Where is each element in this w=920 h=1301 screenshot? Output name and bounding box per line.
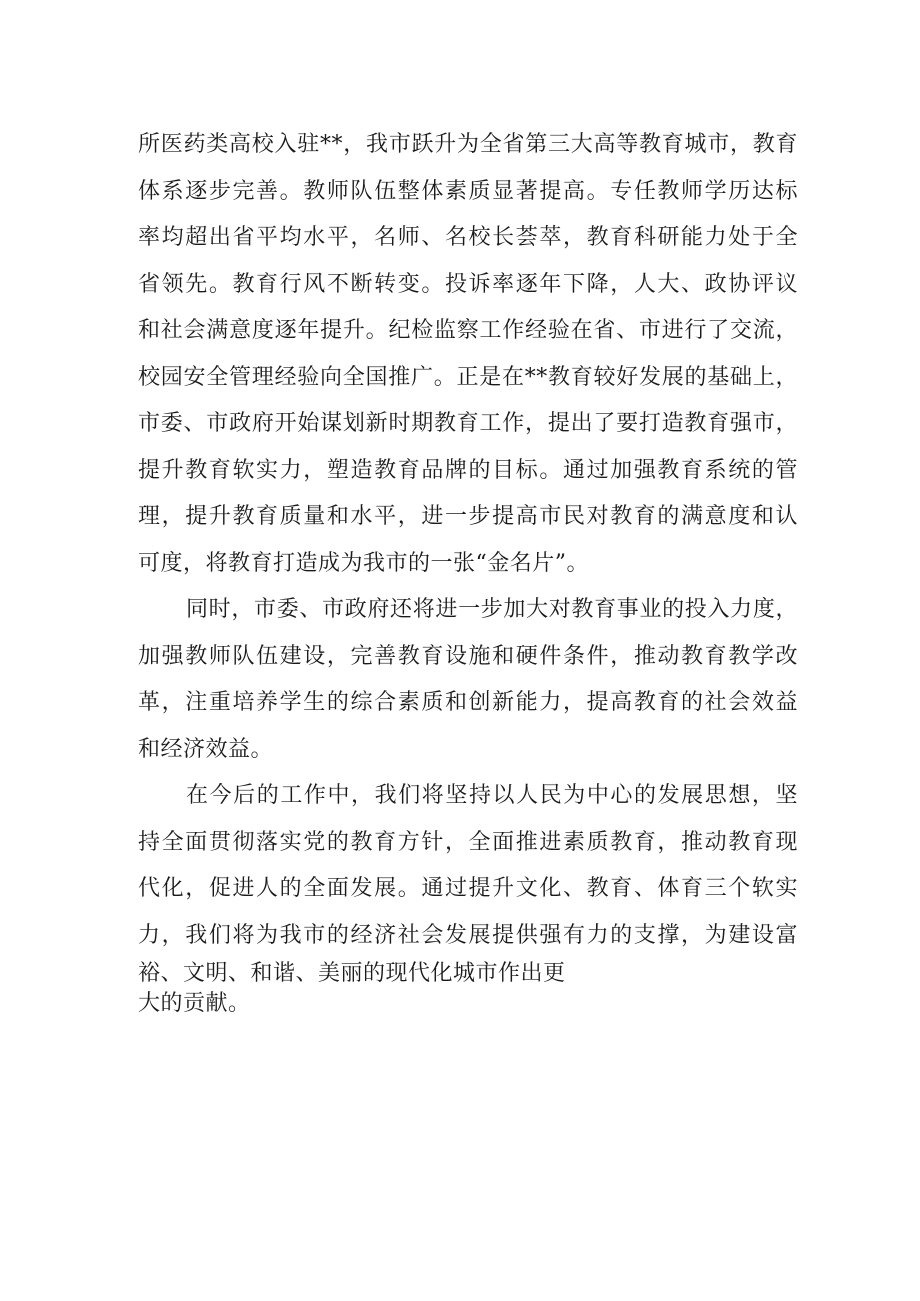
paragraph-line: 大的贡献。 — [138, 991, 251, 1016]
paragraph-line: 在今后的工作中，我们将坚持以人民为中心的发展思想，坚 — [186, 783, 798, 808]
paragraph-line: 持全面贯彻落实党的教育方针，全面推进素质教育，推动教育现 — [138, 829, 798, 855]
paragraph-line: 省领先。教育行风不断转变。投诉率逐年下降，人大、政协评议 — [138, 271, 798, 297]
paragraph-line: 理，提升教育质量和水平，进一步提高市民对教育的满意度和认 — [138, 504, 798, 529]
paragraph-line: 加强教师队伍建设，完善教育设施和硬件条件，推动教育教学改 — [138, 643, 798, 669]
paragraph-line: 所医药类高校入驻**，我市跃升为全省第三大高等教育城市，教育 — [138, 132, 798, 157]
paragraph-line: 裕、文明、和谐、美丽的现代化城市作出更 — [138, 961, 566, 986]
paragraph-line: 力，我们将为我市的经济社会发展提供强有力的支撑，为建设富 — [138, 922, 798, 948]
document-body — [138, 122, 798, 1019]
paragraph-line: 率均超出省平均水平，名师、名校长荟萃，教育科研能力处于全 — [138, 225, 798, 250]
paragraph-line: 革，注重培养学生的综合素质和创新能力，提高教育的社会效益 — [138, 690, 798, 715]
paragraph-1 — [138, 122, 798, 587]
paragraph-2 — [138, 587, 798, 773]
paragraph-line: 市委、市政府开始谋划新时期教育工作，提出了要打造教育强市， — [138, 411, 798, 436]
paragraph-3 — [138, 773, 798, 1019]
paragraph-line: 同时，市委、市政府还将进一步加大对教育事业的投入力度， — [186, 597, 798, 622]
paragraph-line: 可度，将教育打造成为我市的一张“金名片”。 — [138, 550, 589, 576]
paragraph-line: 代化，促进人的全面发展。通过提升文化、教育、体育三个软实 — [138, 876, 798, 901]
paragraph-line: 和经济效益。 — [138, 736, 274, 762]
paragraph-line: 提升教育软实力，塑造教育品牌的目标。通过加强教育系统的管 — [138, 457, 798, 483]
paragraph-line: 和社会满意度逐年提升。纪检监察工作经验在省、市进行了交流， — [138, 318, 798, 343]
paragraph-line: 体系逐步完善。教师队伍整体素质显著提高。专任教师学历达标 — [138, 178, 798, 204]
paragraph-line: 校园安全管理经验向全国推广。正是在**教育较好发展的基础上， — [138, 364, 798, 390]
